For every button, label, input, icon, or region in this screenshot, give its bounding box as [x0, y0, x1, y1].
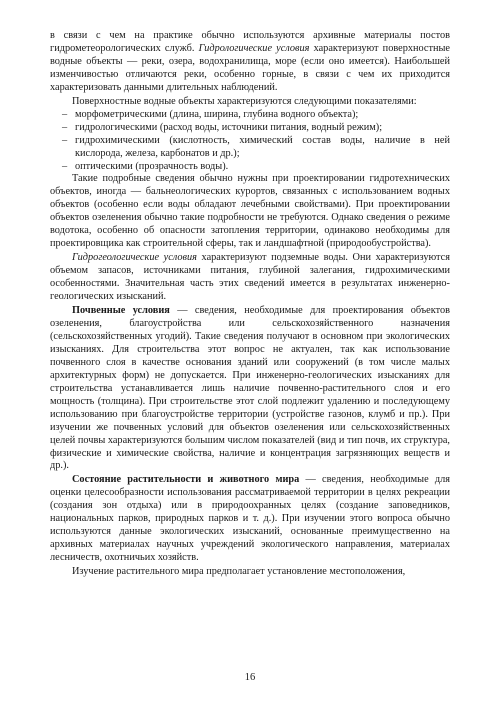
page-body — [50, 30, 450, 690]
term-hydrogeological-conditions: Гидрогеологические условия — [72, 252, 197, 264]
text: — сведения, необходимые для проектирования объектов озеленения, благоустройства или сельскохозяйственного назначения (сельскохозяйственных угодий). Такие сведения получают в основном при экологических изысканиях. Для строительства этот вопрос не актуален, так как использование почвенного слоя в качестве основания зданий или сооружений (в том числе малых архитектурных форм) не допускается. При инженерно-геологических изысканиях для строительства устанавливается лишь наличие почвенно-растительного слоя и его мощность (толщина). При строительстве этот слой подлежит удалению и последующему использованию при благоустройстве территории (устройстве газонов, клумб и пр.). При изучении же почвенных условий для объектов озеленения или сельскохозяйственных целей почвы характеризуются большим числом показателей (вид и тип почв, их структура, физические и химические свойства, наличие и концентрация загрязняющих веществ и др.). — [50, 305, 450, 472]
paragraph-hydrology — [50, 30, 450, 95]
list-item-text: оптическими (прозрачность воды). — [75, 160, 229, 172]
indicator-list — [50, 109, 450, 174]
list-item — [62, 161, 450, 174]
term-flora-fauna-state: Состояние растительности и животного мира — [72, 474, 300, 486]
paragraph-indicators-intro: Поверхностные водные объекты характеризуются следующими показателями: — [72, 95, 417, 107]
list-dash: – — [62, 121, 68, 133]
page-number: 16 — [244, 672, 256, 683]
list-item — [62, 109, 450, 122]
list-dash: – — [62, 160, 68, 172]
text: характеризуют подземные воды. Они характеризуются объемом запасов, источниками питания, глубиной залегания, гидрохимическими особенностями. Значительная часть этих сведений имеется в результатах инженерно-геологических изысканий. — [50, 252, 450, 303]
text: — сведения, необходимые для оценки целесообразности использования рассматриваемой территории в целях рекреации (создания зон отдыха) или в природоохранных целях (создание заповедников, национальных парков, природных парков и т. д.). При изучении этого вопроса обычно используются данные экологических изысканий, основанные преимущественно на архивных материалах научных учреждений экологического направления, материалах лесничеств, охотничьих хозяйств. — [50, 474, 450, 564]
list-item — [62, 135, 450, 161]
text: в связи с чем на практике обычно используются архивные материалы постов гидрометеорологических служб. — [50, 30, 450, 54]
list-dash: – — [62, 108, 68, 120]
list-item-text: гидрохимическими (кислотность, химический состав воды, наличие в ней кислорода, железа, карбонатов и др.); — [75, 134, 450, 159]
list-item-text: морфометрическими (длина, ширина, глубина водного объекта); — [75, 108, 359, 120]
term-soil-conditions: Почвенные условия — [72, 305, 170, 317]
text: характеризуют поверхностные водные объекты — реки, озера, водохранилища, море (если оно имеется). Наибольшей изменчивостью отличаются реки, особенно горные, в связи с чем их приходится характеризовать данными длительных наблюдений. — [50, 42, 450, 93]
list-item — [62, 122, 450, 135]
paragraph-hydrogeology — [50, 252, 450, 304]
list-dash: – — [62, 134, 68, 146]
term-hydrological-conditions: Гидрологические условия — [198, 42, 310, 54]
list-item-text: гидрологическими (расход воды, источники питания, водный режим); — [75, 121, 383, 133]
paragraph-detailed-info: Такие подробные сведения обычно нужны при проектировании гидротехнических объектов, иногда — бальнеологических курортов, связанных с использованием водных объектов (особенно если воды обладают лечебными свойствами). При проектировании объектов озеленения обычно такие подробности не требуются. Однако сведения о режиме водотока, особенно об опасности затопления территории, одинаково необходимы для проектировщика как строительной сферы, так и ландшафтной (природообустройства). — [50, 173, 450, 250]
paragraph-flora-study: Изучение растительного мира предполагает установление местоположения, — [72, 566, 406, 578]
paragraph-flora-fauna — [50, 474, 450, 565]
paragraph-soil — [50, 305, 450, 473]
